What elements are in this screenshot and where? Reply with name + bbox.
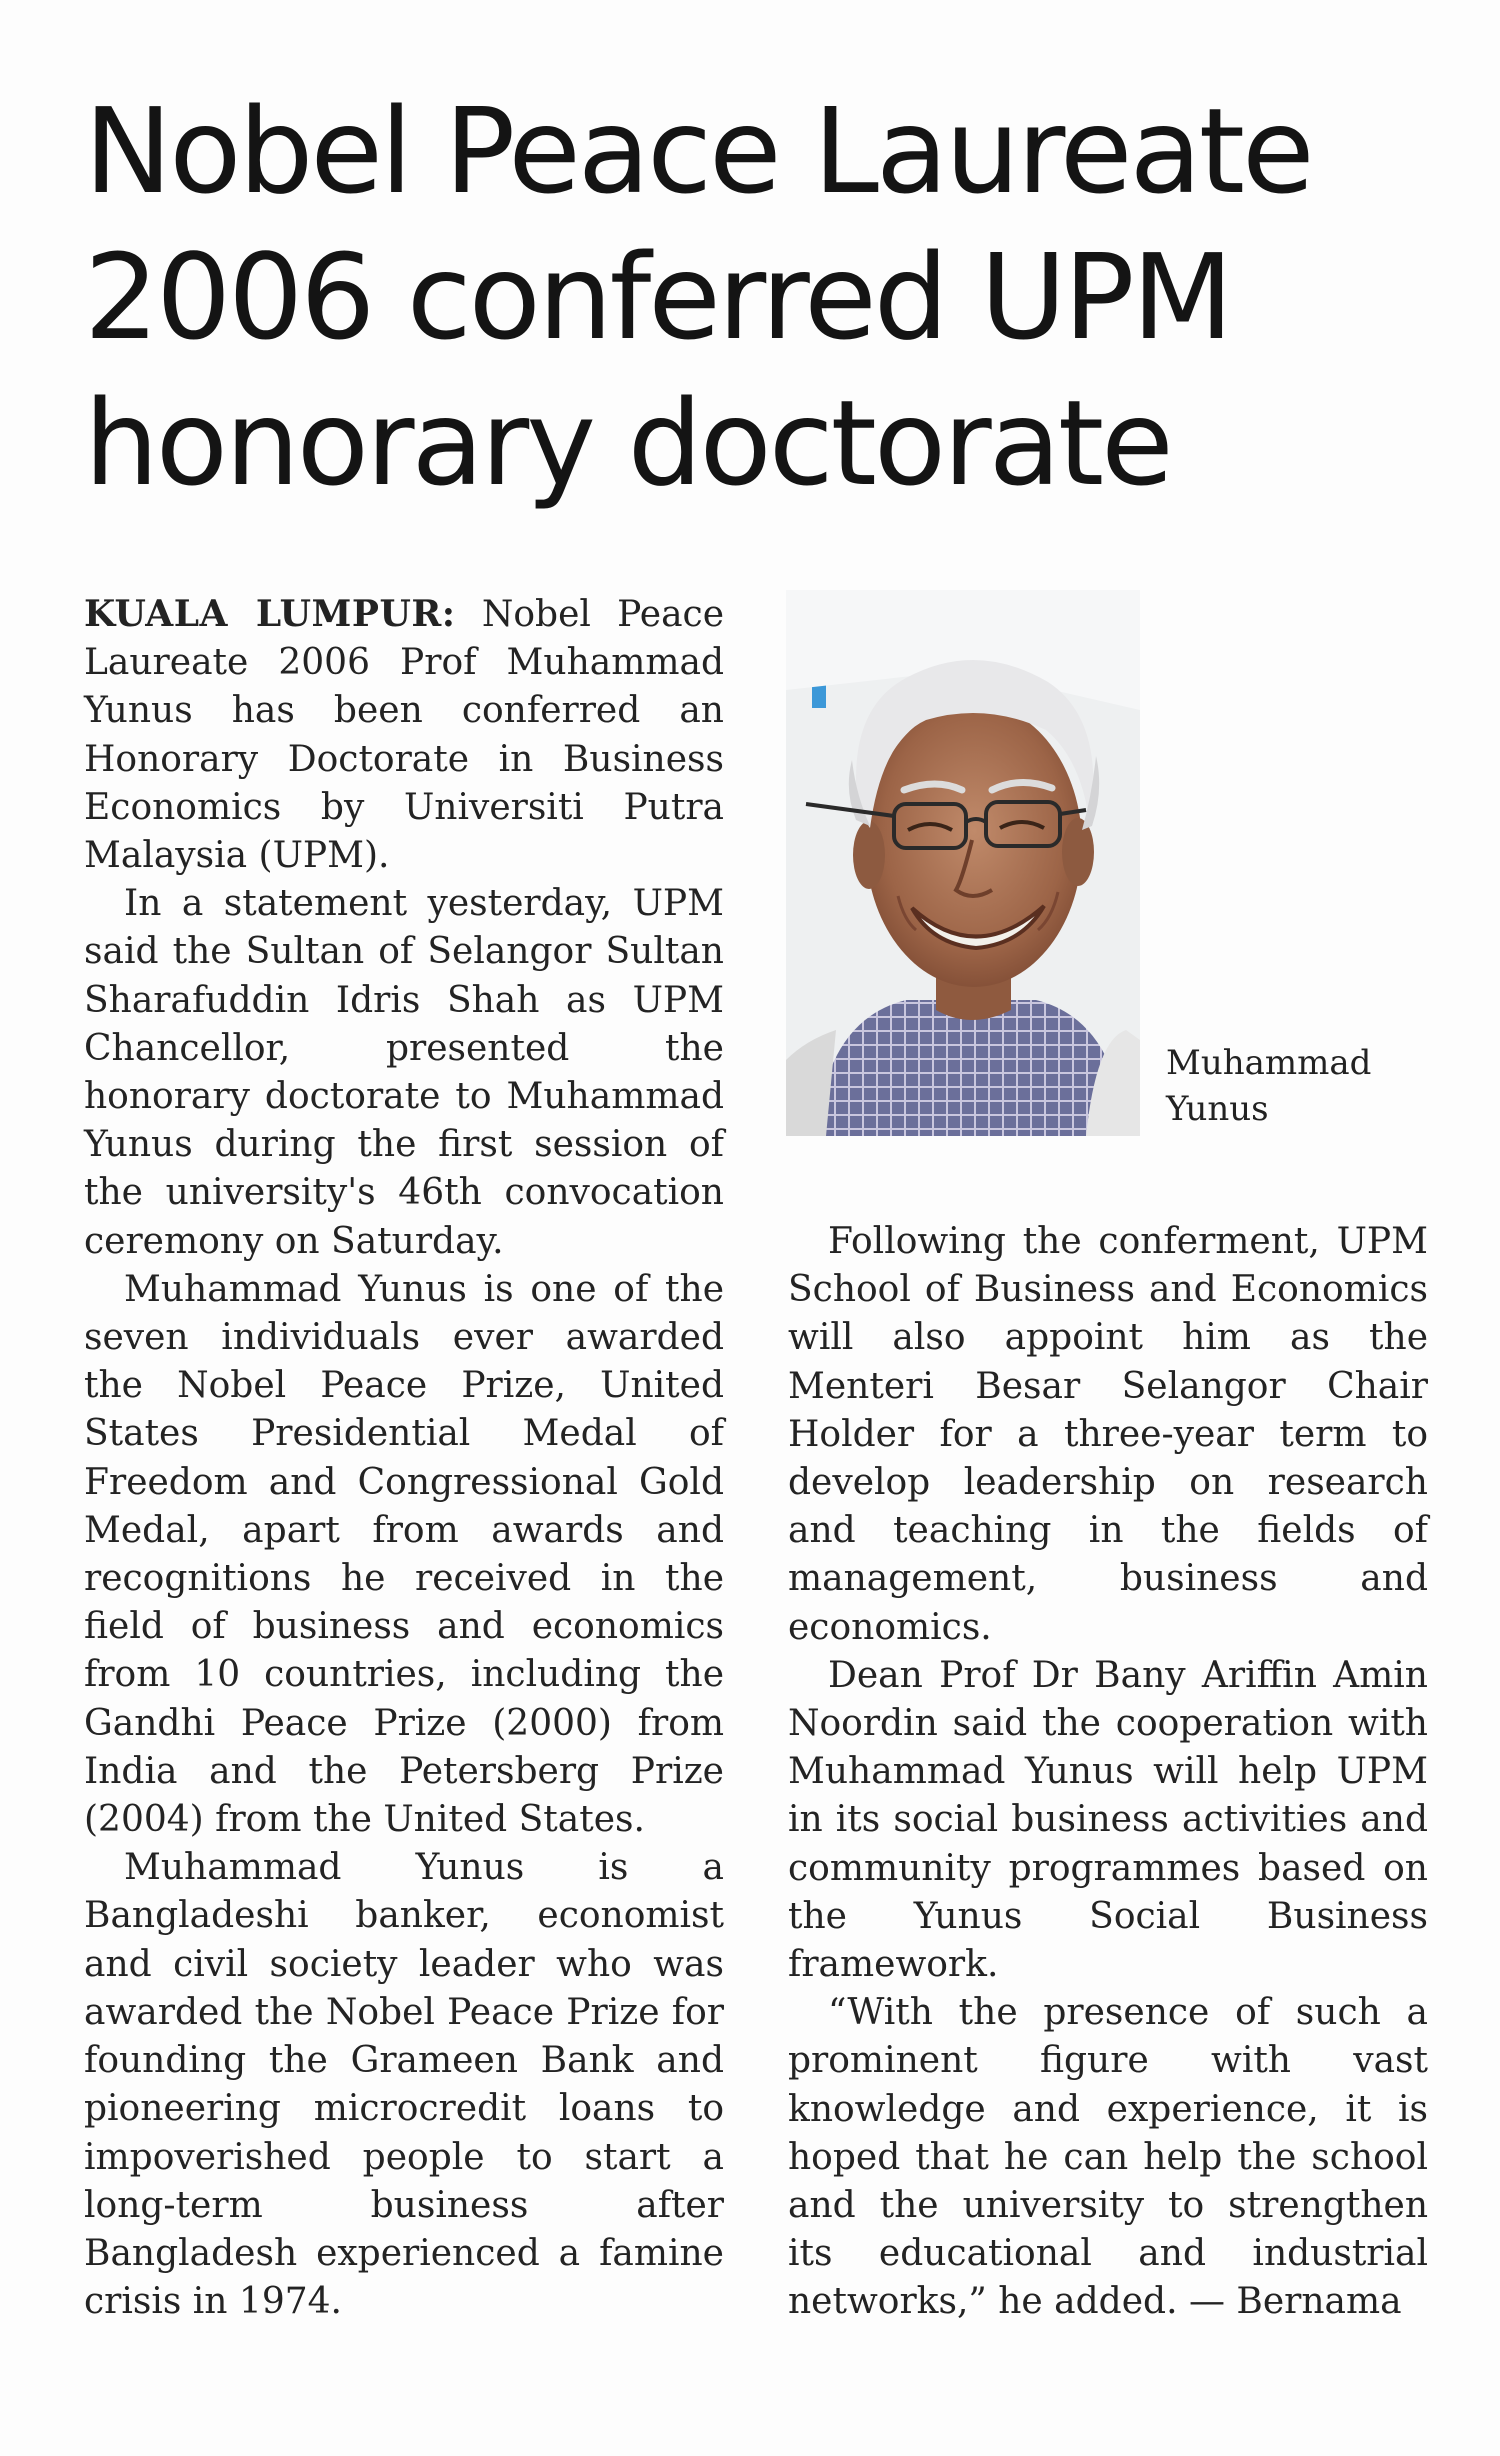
headline-line-1: Nobel Peace Laureate xyxy=(84,82,1312,220)
headline-line-3: honorary doctorate xyxy=(84,374,1171,512)
paragraph-4: Muhammad Yunus is a Bangladeshi banker, economist and civil society leader who was awarded the Nobel Peace Prize for founding the Grameen Bank and pioneering microcredit loans to impoverished people to start a long-term business after Bangladesh experienced a famine crisis in 1974. xyxy=(84,1847,724,2323)
headline-line-2: 2006 conferred UPM xyxy=(84,228,1231,366)
paragraph-1-text: Nobel Peace Laureate 2006 Prof Muhammad Yunus has been conferred an Honorary Doctorate in Business Economics by Universiti Putra Malaysia (UPM). xyxy=(84,594,724,877)
article-column-left xyxy=(84,590,724,2326)
photo-caption-line-2: Yunus xyxy=(1166,1089,1269,1129)
article-column-right xyxy=(788,1218,1428,2327)
photo-caption-line-1: Muhammad xyxy=(1166,1043,1372,1083)
photo-caption xyxy=(1166,1040,1386,1132)
headline xyxy=(84,78,1404,516)
paragraph-5: Following the conferment, UPM School of Business and Economics will also appoint him as the Menteri Besar Selangor Chair Holder for a three-year term to develop leadership on research and teaching in the fields of management, business and economics. xyxy=(788,1221,1428,1648)
portrait-photo xyxy=(786,590,1140,1136)
paragraph-2: In a statement yesterday, UPM said the Sultan of Selangor Sultan Sharafuddin Idris Shah as UPM Chancellor, presented the honorary doctorate to Muhammad Yunus during the first session of the university's 46th convocation ceremony on Saturday. xyxy=(84,883,724,1262)
dateline: KUALA LUMPUR: xyxy=(84,593,456,635)
paragraph-6: Dean Prof Dr Bany Ariffin Amin Noordin said the cooperation with Muhammad Yunus will help UPM in its social business activities and community programmes based on the Yunus Social Business framework. xyxy=(788,1654,1428,1986)
paragraph-7: “With the presence of such a prominent figure with vast knowledge and experience, it is hoped that he can help the school and the university to strengthen its educational and industrial networks,” he added. — Bernama xyxy=(788,1992,1428,2323)
paragraph-3: Muhammad Yunus is one of the seven individuals ever awarded the Nobel Peace Prize, United States Presidential Medal of Freedom and Congressional Gold Medal, apart from awards and recognitions he received in the field of business and economics from 10 countries, including the Gandhi Peace Prize (2000) from India and the Petersberg Prize (2004) from the United States. xyxy=(84,1268,724,1841)
paragraph-1 xyxy=(84,590,724,880)
